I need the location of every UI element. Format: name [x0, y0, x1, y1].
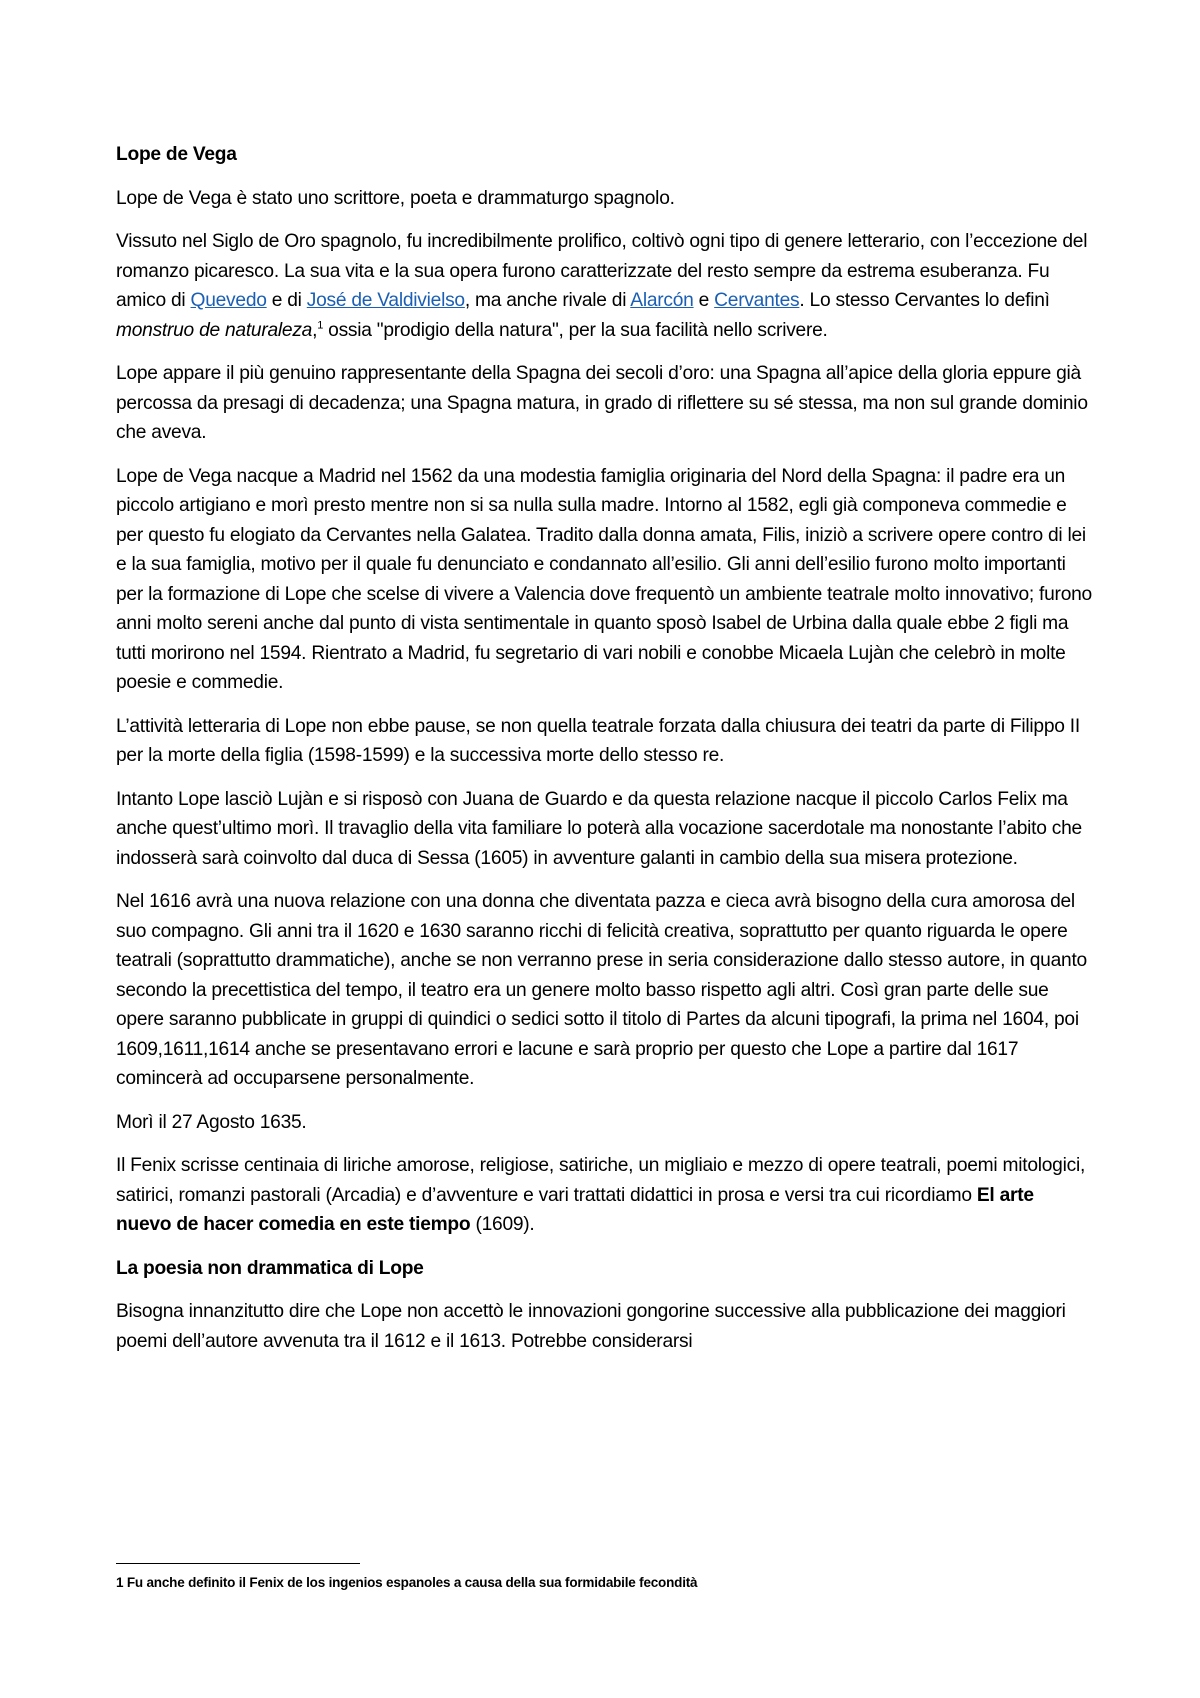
text-span: , [312, 319, 318, 341]
later-years-paragraph: Nel 1616 avrà una nuova relazione con una donna che diventata pazza e cieca avrà bisogno della cura amorosa del suo compagno. Gli anni tra il 1620 e 1630 saranno ricchi di felicità creativa, soprattutto per quanto riguarda le opere teatrali (soprattutto drammatiche), anche se non verranno prese in seria considerazione dallo stesso autore, in quanto secondo la precettistica del tempo, il teatro era un genere molto basso rispetto agli altri. Così gran parte delle sue opere saranno pubblicate in gruppi di quindici o sedici sotto il titolo di Partes da alcuni tipografi, la prima nel 1604, poi 1609,1611,1614 anche se presentavano errori e lacune e sarà proprio per questo che Lope a partire dal 1617 comincerà ad occuparsene personalmente. [116, 891, 1087, 1089]
footnote-separator [116, 1563, 360, 1564]
death-paragraph: Morì il 27 Agosto 1635. [116, 1111, 307, 1133]
link-alarcon[interactable]: Alarcón [630, 290, 694, 311]
footnote: 1 Fu anche definito il Fenix de los ingenios espanoles a causa della sua formidabile fecondità [116, 1575, 698, 1590]
footnote-reference[interactable]: 1 [317, 319, 324, 332]
italic-phrase: monstruo de naturaleza [116, 319, 313, 341]
works-paragraph [116, 1151, 1092, 1240]
biography-paragraph: Lope de Vega nacque a Madrid nel 1562 da una modestia famiglia originaria del Nord della Spagna: il padre era un piccolo artigiano e morì presto mentre non si sa nulla sulla madre. Intorno al 1582, egli già componeva commedie e per questo fu elogiato da Cervantes nella Galatea. Tradito dalla donna amata, Filis, iniziò a scrivere opere contro di lei e la sua famiglia, motivo per il quale fu denunciato e condannato all’esilio. Gli anni dell’esilio furono molto importanti per la formazione di Lope che scelse di vivere a Valencia dove frequentò un ambiente teatrale molto innovativo; furono anni molto sereni anche dal punto di vista sentimentale in quanto sposò Isabel de Urbina dalla quale ebbe 2 figli ma tutti morirono nel 1594. Rientrato a Madrid, fu segretario di vari nobili e conobbe Micaela Lujàn che celebrò in molte poesie e commedie. [116, 465, 1092, 693]
poetry-paragraph: Bisogna innanzitutto dire che Lope non accettò le innovazioni gongorine successive alla pubblicazione dei maggiori poemi dell’autore avvenuta tra il 1612 e il 1613. Potrebbe considerarsi [116, 1301, 1066, 1352]
section-heading: La poesia non drammatica di Lope [116, 1257, 424, 1279]
family-paragraph: Intanto Lope lasciò Lujàn e si risposò con Juana de Guardo e da questa relazione nacque il piccolo Carlos Felix ma anche quest’ultimo morì. Il travaglio della vita familiare lo poterà alla vocazione sacerdotale ma nonostante l’abito che indosserà sarà coinvolto dal duca di Sessa (1605) in avventure galanti in cambio della sua misera protezione. [116, 788, 1082, 869]
link-quevedo[interactable]: Quevedo [190, 290, 267, 311]
siglo-de-oro-paragraph [116, 227, 1092, 345]
link-jose-de-valdivielso[interactable]: José de Valdivielso [306, 290, 465, 311]
link-cervantes[interactable]: Cervantes [714, 290, 800, 311]
bold-title: El arte nuevo de hacer comedia en este tiempo [116, 1184, 1034, 1235]
intro-paragraph: Lope de Vega è stato uno scrittore, poeta e drammaturgo spagnolo. [116, 187, 675, 209]
text-span: Vissuto nel Siglo de Oro spagnolo, fu incredibilmente prolifico, coltivò ogni tipo di genere letterario, con l’eccezione del romanzo picaresco. La sua vita e la sua opera furono caratterizzate del resto sempre da estrema esuberanza. Fu amico di [116, 231, 1088, 311]
literary-activity-paragraph: L’attività letteraria di Lope non ebbe pause, se non quella teatrale forzata dalla chiusura dei teatri da parte di Filippo II per la morte della figlia (1598-1599) e la successiva morte dello stesso re. [116, 715, 1080, 766]
text-span: ossia "prodigio della natura", per la sua facilità nello scrivere. [323, 319, 828, 341]
text-span: , ma anche rivale di [464, 290, 631, 311]
document-title: Lope de Vega [116, 144, 237, 165]
text-span: . Lo stesso Cervantes lo definì [799, 290, 1050, 311]
document-body [116, 140, 1092, 1370]
text-span: e [693, 290, 715, 311]
text-span: e di [266, 290, 307, 311]
text-span: (1609). [470, 1214, 535, 1235]
spagna-paragraph: Lope appare il più genuino rappresentante della Spagna dei secoli d’oro: una Spagna all’apice della gloria eppure già percossa da presagi di decadenza; una Spagna matura, in grado di riflettere su sé stessa, ma non sul grande dominio che aveva. [116, 363, 1088, 443]
text-span: Il Fenix scrisse centinaia di liriche amorose, religiose, satiriche, un migliaio e mezzo di opere teatrali, poemi mitologici, satirici, romanzi pastorali (Arcadia) e d’avventure e vari trattati didattici in prosa e versi tra cui ricordiamo [116, 1155, 1086, 1206]
